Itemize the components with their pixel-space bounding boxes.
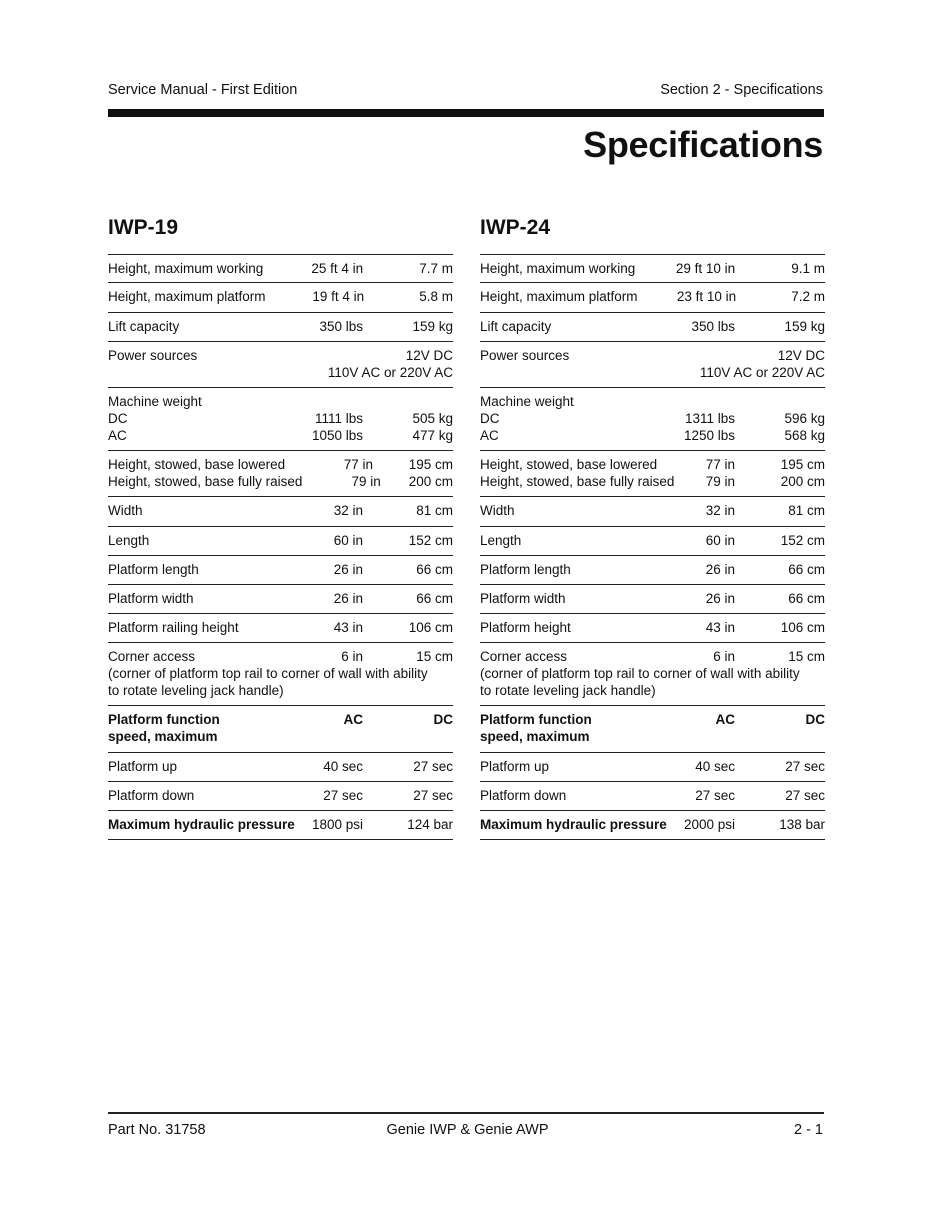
spec-metric: 200 cm (408, 474, 453, 489)
spec-metric: 7.7 m (419, 261, 453, 276)
spec-row-machine-weight (480, 387, 825, 450)
spec-imperial: 60 in (333, 533, 363, 548)
spec-imperial: 1250 lbs (683, 428, 735, 443)
spec-label: Platform width (480, 591, 566, 606)
spec-row-platform-length (108, 555, 453, 584)
spec-ac-value: 40 sec (695, 759, 735, 774)
spec-table (480, 254, 825, 840)
spec-metric: 505 kg (412, 411, 453, 426)
spec-imperial: 26 in (705, 591, 735, 606)
spec-sublabel: AC (480, 428, 499, 443)
spec-imperial: 1050 lbs (311, 428, 363, 443)
spec-imperial: 350 lbs (691, 319, 735, 334)
spec-metric: 159 kg (412, 319, 453, 334)
spec-metric: 9.1 m (791, 261, 825, 276)
spec-metric: 66 cm (416, 591, 453, 606)
spec-label: speed, maximum (480, 729, 590, 744)
spec-imperial: 2000 psi (683, 817, 735, 832)
spec-metric: 66 cm (788, 562, 825, 577)
spec-row-platform-width (480, 584, 825, 613)
spec-label: Platform function (108, 712, 220, 727)
spec-col-ac: AC (343, 712, 363, 727)
spec-metric: 159 kg (784, 319, 825, 334)
spec-label: Power sources (480, 348, 570, 363)
spec-row-length (480, 526, 825, 555)
spec-imperial: 77 in (343, 457, 373, 472)
spec-row-machine-weight (108, 387, 453, 450)
spec-row-railing-height (480, 613, 825, 642)
spec-imperial: 19 ft 4 in (312, 289, 365, 304)
spec-label: Height, maximum platform (480, 289, 638, 304)
spec-label: Corner access (480, 649, 568, 664)
spec-imperial: 1311 lbs (684, 411, 735, 426)
spec-note: (corner of platform top rail to corner of wall with ability (108, 666, 428, 681)
spec-label: Height, maximum platform (108, 289, 266, 304)
spec-label: Maximum hydraulic pressure (480, 817, 667, 832)
spec-imperial: 6 in (713, 649, 735, 664)
spec-label: Machine weight (108, 394, 202, 409)
model-title: IWP-19 (108, 216, 179, 239)
spec-row-lift-capacity (108, 312, 453, 341)
spec-metric: 568 kg (784, 428, 825, 443)
spec-value: 12V DC (777, 348, 826, 363)
spec-label: Platform railing height (108, 620, 239, 635)
spec-dc-value: 27 sec (785, 759, 825, 774)
spec-row-hydraulic-pressure (480, 810, 825, 840)
footer-product: Genie IWP & Genie AWP (386, 1122, 549, 1138)
spec-row-stowed-height (108, 450, 453, 496)
spec-row-platform-width (108, 584, 453, 613)
header-rule (108, 109, 824, 117)
spec-ac-value: 40 sec (323, 759, 363, 774)
spec-metric: 152 cm (408, 533, 453, 548)
spec-column-iwp-19 (108, 216, 453, 840)
spec-row-lift-capacity (480, 312, 825, 341)
spec-metric: 66 cm (788, 591, 825, 606)
spec-column-iwp-24 (480, 216, 825, 840)
spec-metric: 138 bar (779, 817, 825, 832)
spec-row-corner-access (108, 642, 453, 705)
spec-label: Corner access (108, 649, 196, 664)
spec-row-hydraulic-pressure (108, 810, 453, 840)
spec-imperial: 32 in (333, 503, 363, 518)
spec-row-working-height (108, 254, 453, 282)
spec-sublabel: DC (480, 411, 500, 426)
header-left: Service Manual - First Edition (108, 82, 298, 98)
spec-imperial: 6 in (341, 649, 363, 664)
spec-row-platform-length (480, 555, 825, 584)
spec-imperial: 1800 psi (311, 817, 363, 832)
spec-label: Lift capacity (108, 319, 180, 334)
spec-ac-value: 27 sec (323, 788, 363, 803)
spec-row-platform-height (480, 282, 825, 312)
spec-row-speed-header (480, 705, 825, 752)
spec-row-platform-down (480, 781, 825, 810)
spec-metric: 81 cm (788, 503, 825, 518)
spec-label: Height, stowed, base lowered (108, 457, 286, 472)
header-right: Section 2 - Specifications (660, 82, 823, 98)
spec-metric: 5.8 m (419, 289, 453, 304)
spec-label: Machine weight (480, 394, 574, 409)
spec-row-platform-up (108, 752, 453, 781)
spec-row-width (480, 496, 825, 526)
spec-metric: 477 kg (412, 428, 453, 443)
spec-row-railing-height (108, 613, 453, 642)
spec-label: Platform down (480, 788, 567, 803)
spec-imperial: 29 ft 10 in (675, 261, 736, 276)
spec-metric: 66 cm (416, 562, 453, 577)
spec-dc-value: 27 sec (785, 788, 825, 803)
spec-label: Width (480, 503, 515, 518)
spec-value: 12V DC (405, 348, 454, 363)
spec-row-length (108, 526, 453, 555)
spec-label: Height, stowed, base fully raised (108, 474, 303, 489)
spec-imperial: 350 lbs (319, 319, 363, 334)
spec-imperial: 23 ft 10 in (676, 289, 737, 304)
spec-row-working-height (480, 254, 825, 282)
spec-label: Width (108, 503, 143, 518)
spec-dc-value: 27 sec (413, 788, 453, 803)
spec-metric: 106 cm (780, 620, 825, 635)
spec-label: Height, maximum working (108, 261, 264, 276)
spec-label: Height, stowed, base lowered (480, 457, 658, 472)
spec-metric: 81 cm (416, 503, 453, 518)
spec-metric: 7.2 m (791, 289, 825, 304)
spec-dc-value: 27 sec (413, 759, 453, 774)
model-title: IWP-24 (480, 216, 551, 239)
spec-label: Height, maximum working (480, 261, 636, 276)
spec-row-power-sources (480, 341, 825, 387)
spec-label: Length (480, 533, 522, 548)
spec-metric: 106 cm (408, 620, 453, 635)
spec-label: Height, stowed, base fully raised (480, 474, 675, 489)
footer-page-number: 2 - 1 (793, 1122, 823, 1138)
spec-label: speed, maximum (108, 729, 218, 744)
spec-note: to rotate leveling jack handle) (108, 683, 284, 698)
spec-row-speed-header (108, 705, 453, 752)
spec-note: (corner of platform top rail to corner of wall with ability (480, 666, 800, 681)
spec-imperial: 60 in (705, 533, 735, 548)
spec-label: Maximum hydraulic pressure (108, 817, 295, 832)
spec-label: Platform length (480, 562, 571, 577)
spec-metric: 15 cm (788, 649, 825, 664)
spec-row-stowed-height (480, 450, 825, 496)
spec-imperial: 43 in (333, 620, 363, 635)
spec-col-dc: DC (433, 712, 453, 727)
spec-ac-value: 27 sec (695, 788, 735, 803)
spec-imperial: 79 in (351, 474, 381, 489)
spec-imperial: 26 in (705, 562, 735, 577)
spec-imperial: 43 in (705, 620, 735, 635)
spec-metric: 152 cm (780, 533, 825, 548)
spec-note: to rotate leveling jack handle) (480, 683, 656, 698)
spec-sublabel: AC (108, 428, 127, 443)
spec-metric: 195 cm (780, 457, 825, 472)
spec-col-dc: DC (805, 712, 825, 727)
spec-label: Power sources (108, 348, 198, 363)
spec-label: Platform function (480, 712, 592, 727)
spec-imperial: 77 in (705, 457, 735, 472)
spec-metric: 200 cm (780, 474, 825, 489)
spec-row-corner-access (480, 642, 825, 705)
spec-sublabel: DC (108, 411, 128, 426)
spec-metric: 15 cm (416, 649, 453, 664)
spec-row-power-sources (108, 341, 453, 387)
spec-imperial: 26 in (333, 591, 363, 606)
spec-row-platform-down (108, 781, 453, 810)
spec-label: Platform height (480, 620, 571, 635)
spec-imperial: 26 in (333, 562, 363, 577)
footer-rule (108, 1112, 824, 1114)
spec-metric: 124 bar (407, 817, 453, 832)
spec-table (108, 254, 453, 840)
spec-label: Platform up (480, 759, 550, 774)
spec-label: Length (108, 533, 150, 548)
spec-row-platform-up (480, 752, 825, 781)
page-title: Specifications (583, 124, 823, 165)
footer-part-number: Part No. 31758 (108, 1122, 206, 1138)
spec-label: Platform length (108, 562, 199, 577)
spec-row-width (108, 496, 453, 526)
spec-metric: 195 cm (408, 457, 453, 472)
spec-label: Platform width (108, 591, 194, 606)
spec-col-ac: AC (715, 712, 735, 727)
spec-metric: 596 kg (784, 411, 825, 426)
spec-label: Lift capacity (480, 319, 552, 334)
spec-imperial: 32 in (705, 503, 735, 518)
spec-imperial: 79 in (705, 474, 735, 489)
spec-label: Platform down (108, 788, 195, 803)
spec-value: 110V AC or 220V AC (699, 365, 825, 380)
spec-value: 110V AC or 220V AC (327, 365, 453, 380)
spec-imperial: 1111 lbs (314, 411, 363, 426)
spec-imperial: 25 ft 4 in (311, 261, 364, 276)
spec-row-platform-height (108, 282, 453, 312)
spec-label: Platform up (108, 759, 178, 774)
